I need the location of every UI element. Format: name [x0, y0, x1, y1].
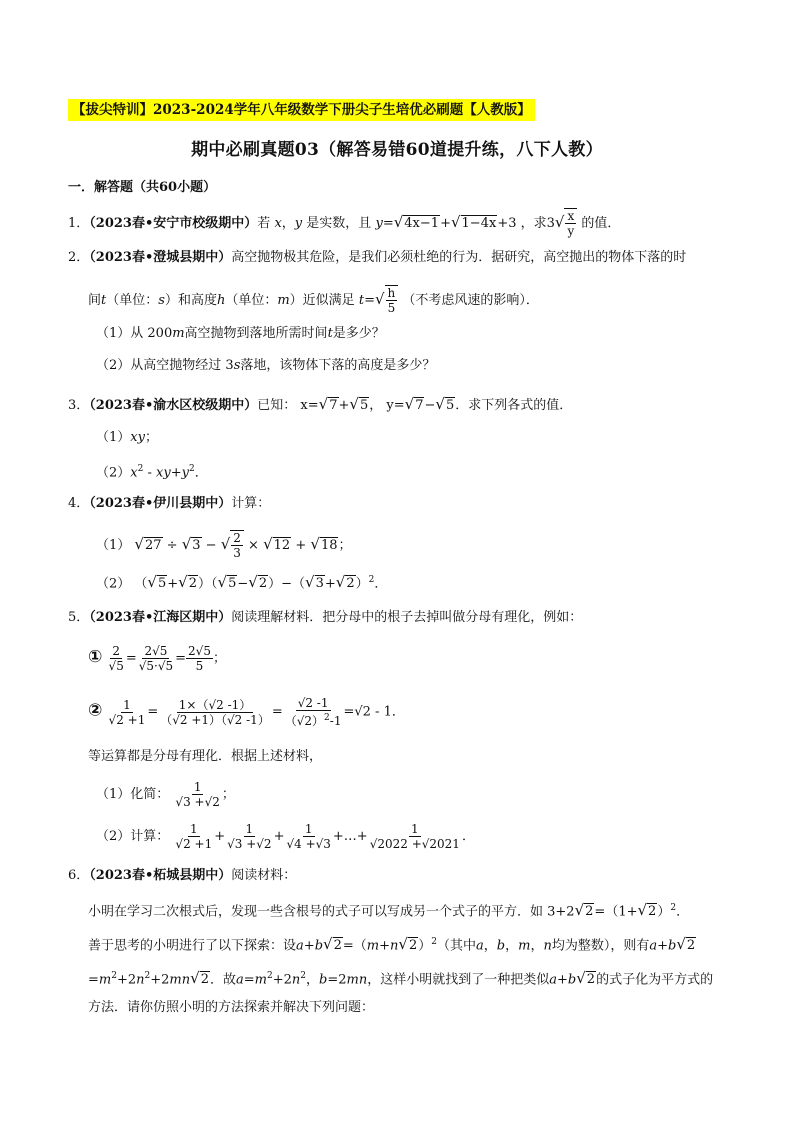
section-heading: 一．解答题（共60小题） — [68, 180, 217, 195]
question-6-line2: 善于思考的小明进行了以下探索：设$a+b√2=(m+n√2)^2$（其中a，b，m，n均为整数），则有a+b√2 — [88, 935, 696, 954]
question-4-sub1: （1） √27 ÷ √3 − √ $\frac{2}{3}$ × √12 + √18； — [96, 531, 352, 560]
question-4-sub2: （2） $(√5+√2)(√5-√2)-(√3+√2)^2$． — [96, 573, 388, 592]
question-5-example2: ② $\frac{1}{√2 +1}$ = $\frac{1\times(√2 -1)}{(√2 +1)(√2 -1)}$ = $\frac{√2 -1}{(√2)^2-1}$ =√2 - 1． — [88, 696, 405, 728]
question-1: 1．（2023春•安宁市校级期中）若 x，y 是实数，且 y=√4x−1+√1−4x+3 ，求3√ $\frac{x}{y}$ 的值． — [68, 209, 621, 238]
question-6-line4: 方法．请你仿照小明的方法探索并解决下列问题： — [88, 1000, 375, 1015]
question-6-line3: $=m^2+2n^2+2mn√2$．故$a=m^2+2n^2$，b=2mn，这样小明就找到了一种把类似a+b√2的式子化为平方式的 — [88, 969, 714, 988]
question-2: 2．（2023春•澄城县期中）高空抛物极其危险，是我们必须杜绝的行为．据研究，高空抛出的物体下落的时 — [68, 250, 687, 265]
question-5-text: 等运算都是分母有理化．根据上述材料， — [88, 749, 323, 764]
question-5-sub2: （2）计算： $\frac{1}{√2 +1}$ + $\frac{1}{√3 +√2}$ + $\frac{1}{√4 +√3}$ +…+ $\frac{1}{√2022 +√2021}$ ． — [96, 822, 475, 851]
question-5-sub1: （1）化简： $\frac{1}{√3 +√2}$ ； — [96, 780, 235, 809]
question-2-sub2: （2）从高空抛物经过 3s落地，该物体下落的高度是多少？ — [96, 358, 436, 373]
question-5: 5．（2023春•江海区期中）阅读理解材料．把分母中的根子去掉叫做分母有理化，例如： — [68, 610, 583, 625]
question-3-sub2: $(2)x^2 - xy+y^2$． — [96, 464, 208, 481]
question-5-example1: ① $\frac{2}{√5}$ = $\frac{2√5}{√5\cdot√5}$ = $\frac{2√5}{5}$ ； — [88, 644, 226, 673]
question-4: 4．（2023春•伊川县期中）计算： — [68, 496, 271, 511]
header-banner: 【拔尖特训】2023-2024学年八年级数学下册尖子生培优必刷题【人教版】 — [68, 99, 535, 121]
page-title: 期中必刷真题03（解答易错60道提升练，八下人教） — [191, 140, 603, 160]
question-6-line1: 小明在学习二次根式后，发现一些含根号的式子可以写成另一个式子的平方．如 $3+2√2=(1+√2)^2$． — [88, 901, 690, 920]
question-2-line2: 间t（单位：s）和高度h（单位：m）近似满足 t=√ $\frac{h}{5}$ （不考虑风速的影响）． — [88, 286, 539, 315]
question-2-sub1: （1）从 200m高空抛物到落地所需时间t是多少？ — [96, 326, 385, 341]
question-6: 6．（2023春•柘城县期中）阅读材料： — [68, 868, 297, 883]
question-3: 3．（2023春•渝水区校级期中）已知： x=√7+√5， y=√7−√5．求下列各式的值． — [68, 395, 573, 413]
question-3-sub1: （1）xy； — [96, 430, 158, 445]
